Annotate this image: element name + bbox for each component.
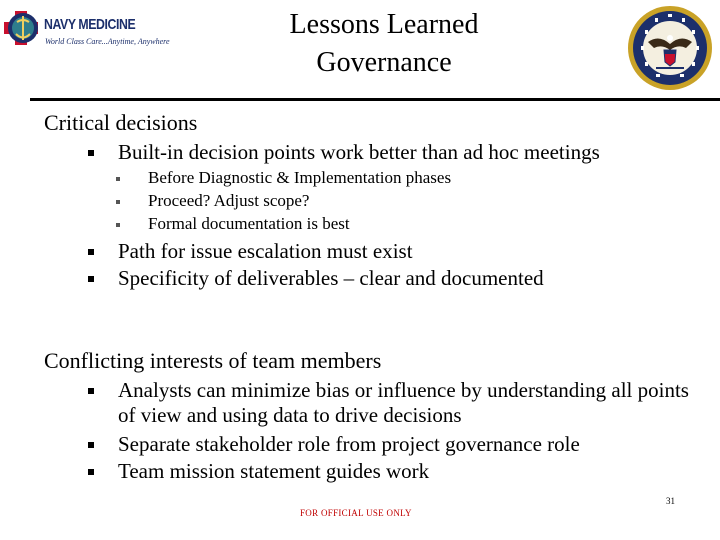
bullet-marker — [88, 388, 94, 394]
sub-bullet-item: Proceed? Adjust scope? — [148, 191, 310, 210]
bullet-item: Team mission statement guides work — [118, 459, 430, 483]
bullet-item: Built-in decision points work better than ad hoc meetings — [118, 140, 600, 164]
brand-name: NAVY MEDICINE — [44, 16, 136, 33]
page-number: 31 — [666, 496, 675, 506]
navy-medicine-logo — [2, 4, 170, 56]
bullet-item: Path for issue escalation must exist — [118, 239, 413, 263]
bullet-marker — [88, 442, 94, 448]
department-seal — [626, 4, 714, 92]
sub-bullet-marker — [116, 200, 120, 204]
bullet-marker — [88, 249, 94, 255]
bullet-item: Specificity of deliverables – clear and documented — [118, 266, 544, 290]
navy-medicine-emblem-icon — [2, 4, 46, 56]
brand-tagline: World Class Care...Anytime, Anywhere — [45, 37, 170, 46]
slide-title — [160, 6, 608, 82]
bullet-marker — [88, 276, 94, 282]
navy-seal-icon — [626, 4, 714, 92]
title-divider — [30, 98, 720, 101]
sub-bullet-item: Before Diagnostic & Implementation phases — [148, 168, 452, 187]
bullet-marker — [88, 469, 94, 475]
title-line-1: Lessons Learned — [289, 9, 479, 40]
title-line-2: Governance — [316, 47, 452, 78]
bullet-item: Analysts can minimize bias or influence by understanding all points of view and using data to drive decisions — [118, 378, 689, 427]
sub-bullet-marker — [116, 177, 120, 181]
section-heading-conflicting-interests: Conflicting interests of team members — [44, 348, 382, 373]
sub-bullet-item: Formal documentation is best — [148, 214, 350, 233]
section-heading-critical-decisions: Critical decisions — [44, 110, 198, 135]
sub-bullet-marker — [116, 223, 120, 227]
bullet-item: Separate stakeholder role from project governance role — [118, 432, 580, 456]
classification-label: FOR OFFICIAL USE ONLY — [300, 508, 412, 518]
bullet-marker — [88, 150, 94, 156]
